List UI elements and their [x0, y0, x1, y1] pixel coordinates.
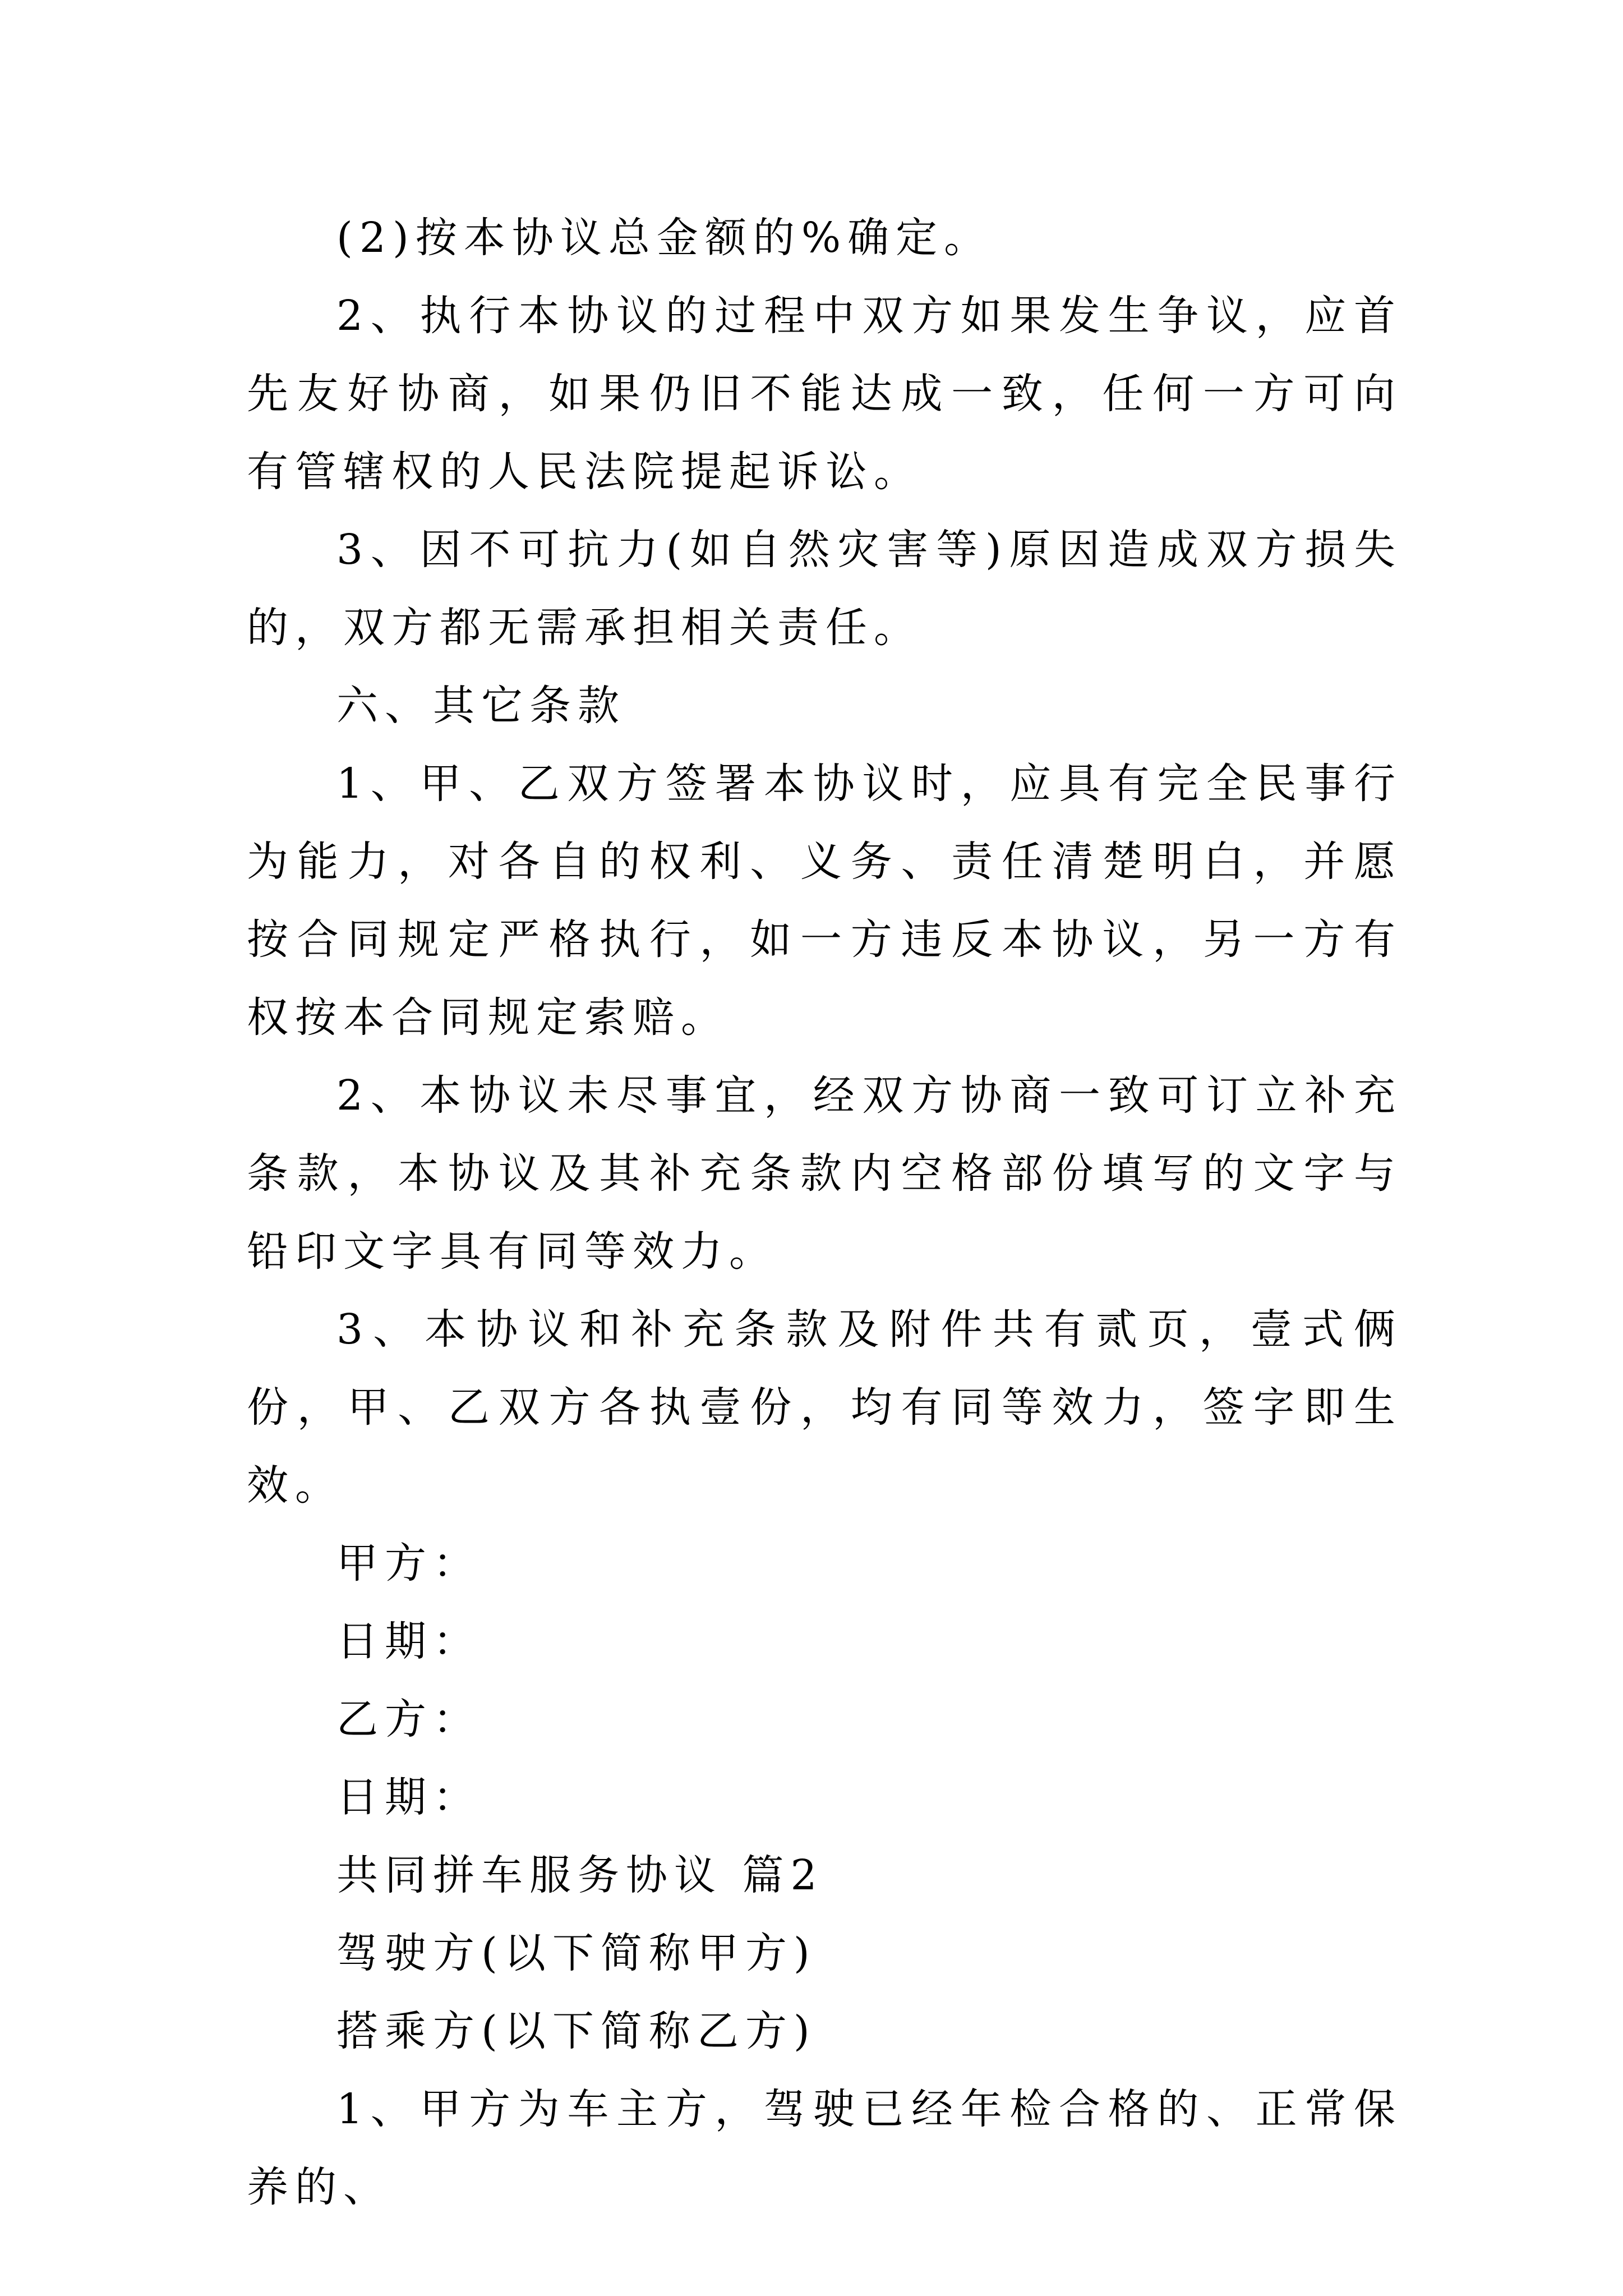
- signature-date-b: 日期：: [336, 1773, 481, 1821]
- signature-party-a: 甲方：: [336, 1539, 481, 1588]
- paragraph-supplement-clause: 2、本协议未尽事宜，经双方协商一致可订立补充条款，本协议及其补充条款内空格部份填写的文字与铅印文字具有同等效力。: [247, 1071, 1402, 1276]
- signature-date-a: 日期：: [336, 1617, 481, 1665]
- paragraph-vehicle-owner-clause: 1、甲方为车主方，驾驶已经年检合格的、正常保养的、: [247, 2085, 1402, 2211]
- party-driver: 驾驶方(以下简称甲方): [336, 1929, 817, 1977]
- paragraph-dispute-clause: 2、执行本协议的过程中双方如果发生争议，应首先友好协商，如果仍旧不能达成一致，任何一方可向有管辖权的人民法院提起诉讼。: [247, 292, 1402, 496]
- paragraph-capacity-clause: 1、甲、乙双方签署本协议时，应具有完全民事行为能力，对各自的权利、义务、责任清楚明白，并愿按合同规定严格执行，如一方违反本协议，另一方有权按本合同规定索赔。: [247, 760, 1402, 1042]
- document-body: [247, 199, 1402, 2226]
- paragraph-force-majeure-clause: 3、因不可抗力(如自然灾害等)原因造成双方损失的，双方都无需承担相关责任。: [247, 526, 1402, 652]
- paragraph-amount-clause: (2)按本协议总金额的%确定。: [336, 214, 993, 262]
- agreement-title-part-2: 共同拼车服务协议 篇2: [336, 1851, 824, 1899]
- paragraph-copies-clause: 3、本协议和补充条款及附件共有贰页，壹式俩份，甲、乙双方各执壹份，均有同等效力，签字即生效。: [247, 1305, 1402, 1510]
- signature-party-b: 乙方：: [336, 1695, 481, 1743]
- party-passenger: 搭乘方(以下简称乙方): [336, 2007, 817, 2055]
- section-heading-other-terms: 六、其它条款: [336, 682, 626, 730]
